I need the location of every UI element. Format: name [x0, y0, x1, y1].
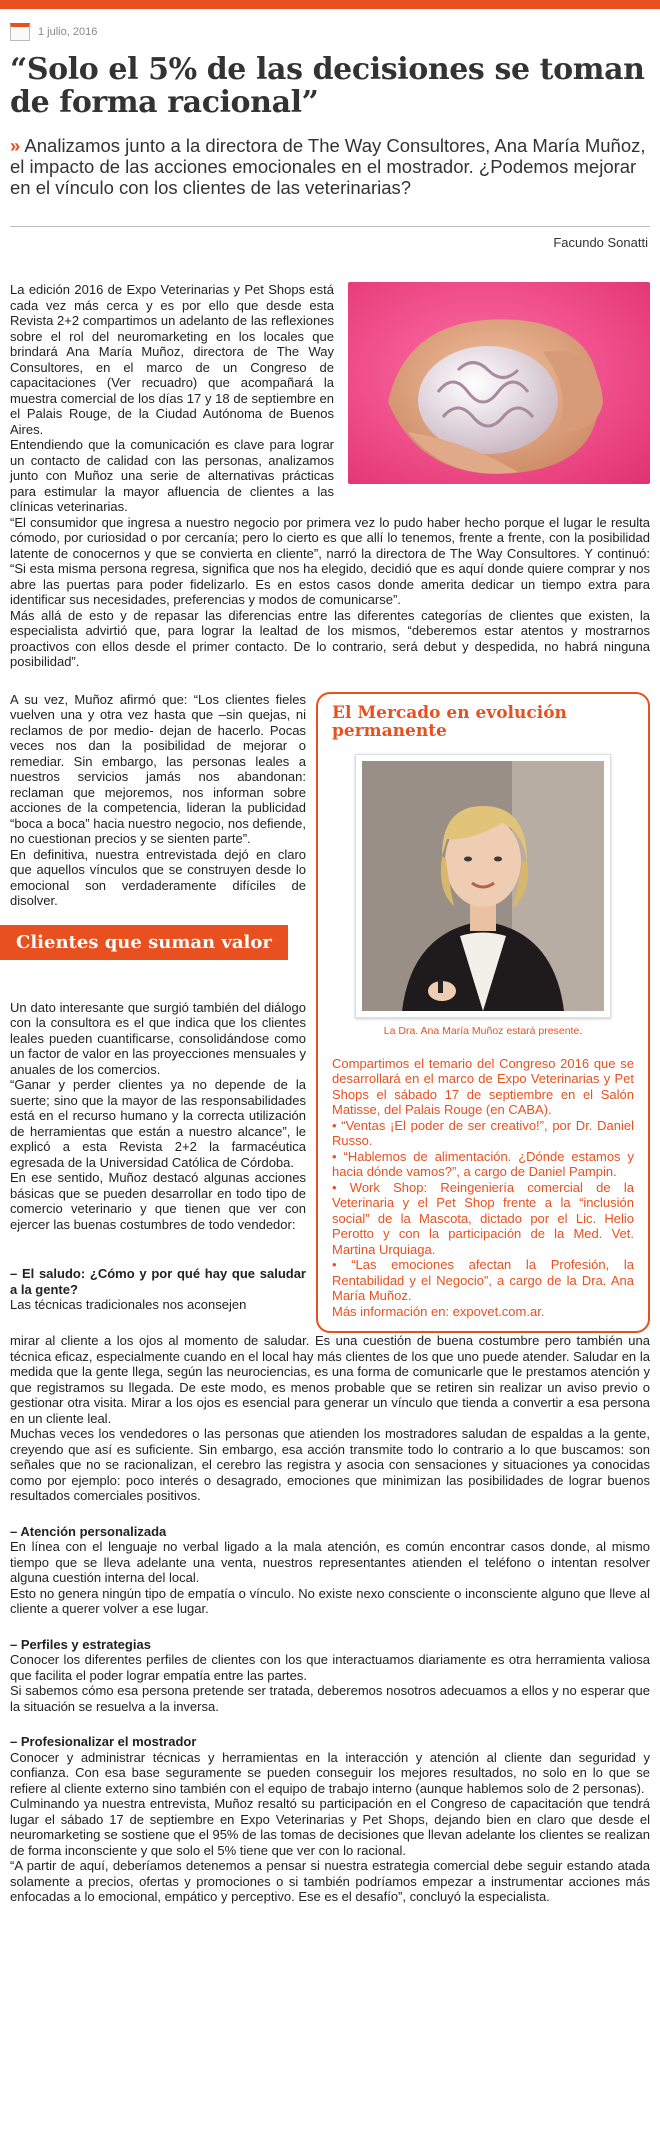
- intro-paragraph-4: Más allá de esto y de repasar las diferencias entre las diferentes categorías de clientes que existen, la especialista advirtió que, para lograr la lealtad de los mismos, “deberemos estar atentos y mostrarnos proactivos con ellos desde el primer contacto. De lo contrario, será debut y despedida, no habrá ninguna posibilidad”.: [10, 607, 650, 669]
- saludo-intro: Las técnicas tradicionales nos aconsejen: [10, 1297, 247, 1312]
- atencion-paragraph-1: En línea con el lenguaje no verbal ligado a la mala atención, es común encontrar casos donde, al mismo tiempo que se lleva adelante una venta, nuestros representantes atienden el teléfono o intentan resolver alguna cuestión interna del local.: [10, 1539, 650, 1585]
- left-column: [10, 692, 306, 1313]
- lead-text: Analizamos junto a la directora de The Way Consultores, Ana María Muñoz, el impacto de las acciones emocionales en el mostrador. ¿Podemos mejorar en el vínculo con los clientes de las veterinarias?: [10, 135, 646, 198]
- full-width-text: [10, 1333, 650, 1905]
- brain-hand-image: [348, 282, 650, 484]
- left-column-text-1: [10, 692, 306, 909]
- section-title: Clientes que suman valor: [0, 925, 288, 960]
- atencion-heading: – Atención personalizada: [10, 1523, 167, 1539]
- article-lead: [10, 135, 650, 198]
- saludo-block: [10, 1266, 306, 1313]
- left-paragraph-2: En definitiva, nuestra entrevistada dejó en claro que aquellos vínculos que se construyen desde lo emocional son verdaderamente difíciles de disolver.: [10, 846, 306, 908]
- left-paragraph-3: Un dato interesante que surgió también del diálogo con la consultora es el que indica que los clientes leales pueden cuantificarse, consolidándose como un factor de valor en las proyecciones mensuales y anuales de los comercios.: [10, 999, 306, 1077]
- perfiles-heading: – Perfiles y estrategias: [10, 1636, 151, 1652]
- left-paragraph-1: A su vez, Muñoz afirmó que: “Los clientes fieles vuelven una y otra vez hasta que –sin quejas, ni reclamos de por medio- dejan de hacerlo. Pocas veces nos dan la posibilidad de mejorar o remediar. Sin embargo, las personas leales a nuestros servicios jamás nos abandonan: reclaman que mejoremos, nos informan sobre acciones de la competencia, lideran la publicidad “boca a boca” hacia nuestro negocio, nos defiende, no cuestionan precios y se sienten parte”.: [10, 691, 306, 846]
- perfiles-paragraph-2: Si sabemos cómo esa persona pretende ser tratada, deberemos nosotros adecuamos a ellos y no esperar que la situación se resuelva a la inversa.: [10, 1683, 650, 1714]
- left-paragraph-5: En ese sentido, Muñoz destacó algunas acciones básicas que se pueden desarrollar en todo tipo de comercio veterinario y que tienen que ver con ejercer las buenas costumbres de todo vendedor:: [10, 1170, 306, 1232]
- box-item-2: • “Hablemos de alimentación. ¿Dónde estamos y hacia dónde vamos?”, a cargo de Daniel Pampin.: [332, 1148, 634, 1179]
- top-accent-bar: [0, 0, 660, 9]
- box-title: El Mercado en evolución permanente: [332, 702, 567, 741]
- saludo-paragraph-2: Muchas veces los vendedores o las personas que atienden los mostradores saludan de espaldas a la gente, creyendo que así es suficiente. Sin embargo, esa acción transmite todo lo contrario a lo que buscamos: son señales que no se racionalizan, el cerebro las registra y asocia con sensaciones y situaciones ya conocidas como por ejemplo: poco interés o desagrado, emociones que minimizan las posibilidades de lograr buenos resultados comerciales positivos.: [10, 1426, 650, 1503]
- left-column-text-2: [10, 1000, 306, 1233]
- lead-marker: »: [10, 135, 21, 156]
- perfiles-paragraph-1: Conocer los diferentes perfiles de clientes con los que interactuamos diariamente es otra herramienta valiosa que facilita el poder lograr empatía entre las partes.: [10, 1652, 650, 1683]
- section-title-wrap: [0, 925, 306, 960]
- calendar-icon: [10, 23, 30, 41]
- atencion-paragraph-2: Esto no genera ningún tipo de empatía o vínculo. No existe nexo consciente o inconsciente alguno que lleve al cliente a querer volver a ese lugar.: [10, 1585, 650, 1616]
- left-paragraph-4: “Ganar y perder clientes ya no depende de la suerte; sino que la mayor de las responsabilidades está en el recurso humano y la correcta utilización de herramientas que están a nuestro alcance”, le explicó a esta Revista 2+2 la farmacéutica egresada de la Universidad Católica de Córdoba.: [10, 1077, 306, 1170]
- profesionalizar-paragraph-1: Conocer y administrar técnicas y herramientas en la interacción y atención al cliente dan seguridad y confianza. Con esa base seguramente se pueden conseguir los mejores resultados, no solo en lo que se refiere al cliente externo sino también con el equipo de trabajo interno (aunque hablemos solo de 2 personas).: [10, 1749, 650, 1796]
- box-text: [332, 1056, 634, 1320]
- intro-paragraph-3: “El consumidor que ingresa a nuestro negocio por primera vez lo pudo haber hecho porque el lugar le resulta cómodo, por curiosidad o por cercanía; pero lo cierto es que allí lo tenemos, frente a frente, con la posibilidad latente de conocernos y que se convierta en cliente”, narró la directora de The Way Consultores. Y continuó: “Si esta misma persona regresa, significa que nos ha elegido, decidió que es aquí donde quiere comprar y nos abre las puertas para poder fidelizarlo. Es en estos casos donde amerita dedicar un tiempo extra para identificar sus necesidades, preferencias y modos de comunicarse”.: [10, 514, 650, 607]
- article: [0, 23, 660, 1905]
- speaker-photo: [355, 754, 611, 1018]
- author-name: Facundo Sonatti: [553, 235, 648, 250]
- saludo-heading: – El saludo: ¿Cómo y por qué hay que saludar a la gente?: [10, 1266, 306, 1297]
- intro-paragraph-2: Entendiendo que la comunicación es clave para lograr un contacto de calidad con las personas, analizamos junto con Muñoz una serie de alternativas prácticas para estimular la mayor afluencia de clientes a las clínicas veterinarias.: [10, 437, 334, 514]
- profesionalizar-paragraph-3: “A partir de aquí, deberíamos detenemos a pensar si nuestra estrategia comercial debe seguir estando atada solamente a precios, ofertas y promociones o si también podríamos empezar a instrumentar acciones más enfocadas a lo emocional, empático y perceptivo. Ese es el desafío”, concluyó la especialista.: [10, 1858, 650, 1904]
- box-item-1: • “Ventas ¡El poder de ser creativo!”, por Dr. Daniel Russo.: [332, 1117, 634, 1148]
- sidebar-box: [316, 692, 650, 1334]
- profesionalizar-paragraph-2: Culminando ya nuestra entrevista, Muñoz resaltó su participación en el Congreso de capacitación que tendrá lugar el sábado 17 de septiembre en Expo Veterinarias y Pet Shops, dejando bien en claro que desde el neuromarketing se sostiene que el 95% de las tomas de decisiones que llevan adelante los clientes se realizan de forma inconsciente y que solo el 5% tiene que ver con lo racional.: [10, 1796, 650, 1858]
- profesionalizar-heading: – Profesionalizar el mostrador: [10, 1734, 197, 1749]
- box-intro: Compartimos el temario del Congreso 2016 que se desarrollará en el marco de Expo Veterinarias y Pet Shops el sábado 17 de septiembre en el Salón Matisse, del Palais Rouge (en CABA).: [332, 1055, 634, 1117]
- saludo-paragraph-1: mirar al cliente a los ojos al momento de saludar. Es una cuestión de buena costumbre pero también una técnica eficaz, especialmente cuando en el local hay más clientes de los que uno puede atender. Saludar en la medida que la gente llega, según las neurociencias, es una forma de comunicarle que le prestamos atención y que registramos su llegada. De este modo, es menos probable que se retiren sin realizar un aviso previo o gestionar otra visita. Mirar a los ojos es esencial para generar un vínculo que tienda a convertir a esa persona en un cliente leal.: [10, 1333, 650, 1426]
- box-item-3: • Work Shop: Reingeniería comercial de la Veterinaria y el Pet Shop frente a la “inclusión social” de la Mascota, dictado por el Lic. Helio Perotto y con la participación de la Med. Vet. Martina Urquiaga.: [332, 1179, 634, 1257]
- divider: [10, 226, 650, 227]
- article-title: “Solo el 5% de las decisiones se toman de forma racional”: [10, 52, 645, 120]
- box-more-info: Más información en: expovet.com.ar.: [332, 1303, 545, 1319]
- intro-block: [10, 282, 650, 670]
- photo-caption: La Dra. Ana María Muñoz estará presente.: [383, 1024, 583, 1037]
- date-text: 1 julio, 2016: [38, 26, 98, 38]
- box-item-4: • “Las emociones afectan la Profesión, la Rentabilidad y el Negocio”, a cargo de la Dra. Ana María Muñoz.: [332, 1257, 634, 1303]
- intro-paragraph-1: La edición 2016 de Expo Veterinarias y Pet Shops está cada vez más cerca y es por ello que desde esta Revista 2+2 compartimos un adelanto de las reflexiones sobre el rol del neuromarketing en los locales que brindará Ana María Muñoz, directora de The Way Consultores, en el marco de un Congreso de capacitaciones (Ver recuadro) que acompañará la muestra comercial de los días 17 y 18 de septiembre en el Palais Rouge, de la Ciudad Autónoma de Buenos Aires.: [10, 282, 334, 437]
- post-date: [10, 23, 650, 41]
- two-column-section: [10, 692, 650, 1334]
